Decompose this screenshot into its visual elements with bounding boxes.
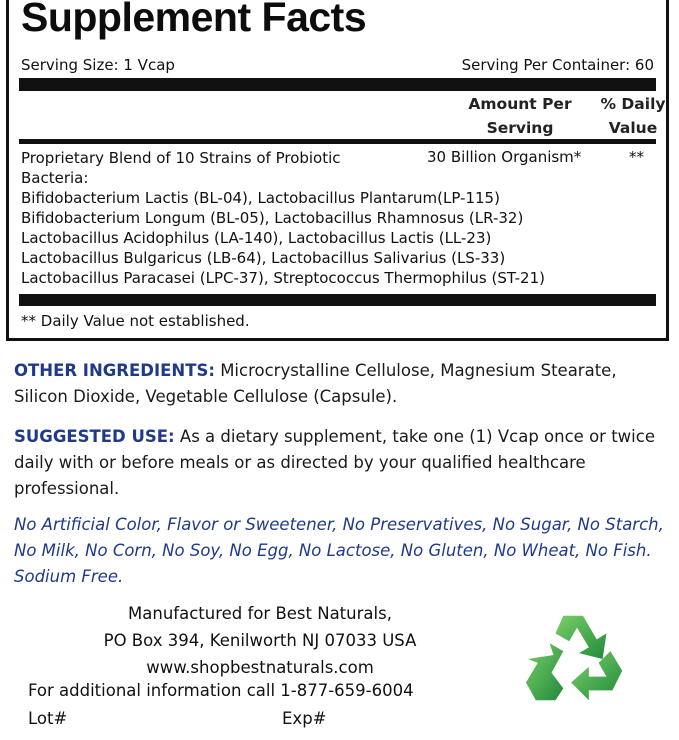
supplement-facts-panel — [6, 0, 669, 341]
manufacturer-website: www.shopbestnaturals.com — [146, 658, 374, 677]
suggested-use-text: As a dietary supplement, take one (1) Vcap once or twice daily with or before meals or as directed by your qualified healthcare professional. — [14, 427, 655, 498]
free-from-statement: No Artificial Color, Flavor or Sweetener, No Preservatives, No Sugar, No Starch, No Milk, No Corn, No Soy, No Egg, No Lactose, No Gluten, No Wheat, No Fish. Sodium Free. — [14, 515, 664, 586]
amount-per-serving-value: 30 Billion Organism* — [427, 148, 582, 166]
header-amount-line1: Amount Per — [468, 95, 572, 113]
expiry-label: Exp# — [282, 709, 327, 728]
blend-line: Bifidobacterium Longum (BL-05), Lactobacillus Rhamnosus (LR-32) — [21, 209, 524, 227]
blend-line: Lactobacillus Paracasei (LPC-37), Streptococcus Thermophilus (ST-21) — [21, 269, 545, 287]
daily-value-value: ** — [629, 148, 644, 166]
contact-info: For additional information call 1-877-659-6004 — [28, 681, 414, 700]
divider-medium — [19, 139, 656, 144]
header-dv-line1: % Daily — [600, 95, 666, 113]
servings-per-container: Serving Per Container: 60 — [461, 56, 654, 74]
suggested-use — [14, 424, 669, 502]
daily-value-footnote: ** Daily Value not established. — [21, 312, 250, 330]
divider-thick-bottom — [19, 294, 656, 306]
serving-row — [21, 56, 654, 74]
manufacturer-address: PO Box 394, Kenilworth NJ 07033 USA — [103, 631, 417, 650]
manufacturer-block — [40, 600, 480, 681]
header-dv-line2: Value — [608, 119, 658, 137]
header-amount — [455, 92, 585, 140]
blend-line: Proprietary Blend of 10 Strains of Probiotic — [21, 149, 341, 167]
panel-title: Supplement Facts — [21, 0, 367, 40]
blend-line: Lactobacillus Bulgaricus (LB-64), Lactobacillus Salivarius (LS-33) — [21, 249, 506, 267]
other-ingredients-text: Microcrystalline Cellulose, Magnesium Stearate, Silicon Dioxide, Vegetable Cellulose (Capsule). — [14, 361, 617, 406]
other-ingredients — [14, 358, 669, 410]
other-ingredients-label: OTHER INGREDIENTS: — [14, 361, 215, 380]
header-daily-value — [597, 92, 669, 140]
header-amount-line2: Serving — [486, 119, 554, 137]
recycle-icon — [520, 604, 638, 712]
serving-size: Serving Size: 1 Vcap — [21, 56, 175, 74]
manufacturer-name: Manufactured for Best Naturals, — [128, 604, 392, 623]
suggested-use-label: SUGGESTED USE: — [14, 427, 175, 446]
blend-line: Lactobacillus Acidophilus (LA-140), Lactobacillus Lactis (LL-23) — [21, 229, 492, 247]
blend-line: Bifidobacterium Lactis (BL-04), Lactobacillus Plantarum(LP-115) — [21, 189, 500, 207]
lot-number-label: Lot# — [28, 709, 68, 728]
blend-line: Bacteria: — [21, 169, 89, 187]
divider-thick — [19, 78, 656, 91]
